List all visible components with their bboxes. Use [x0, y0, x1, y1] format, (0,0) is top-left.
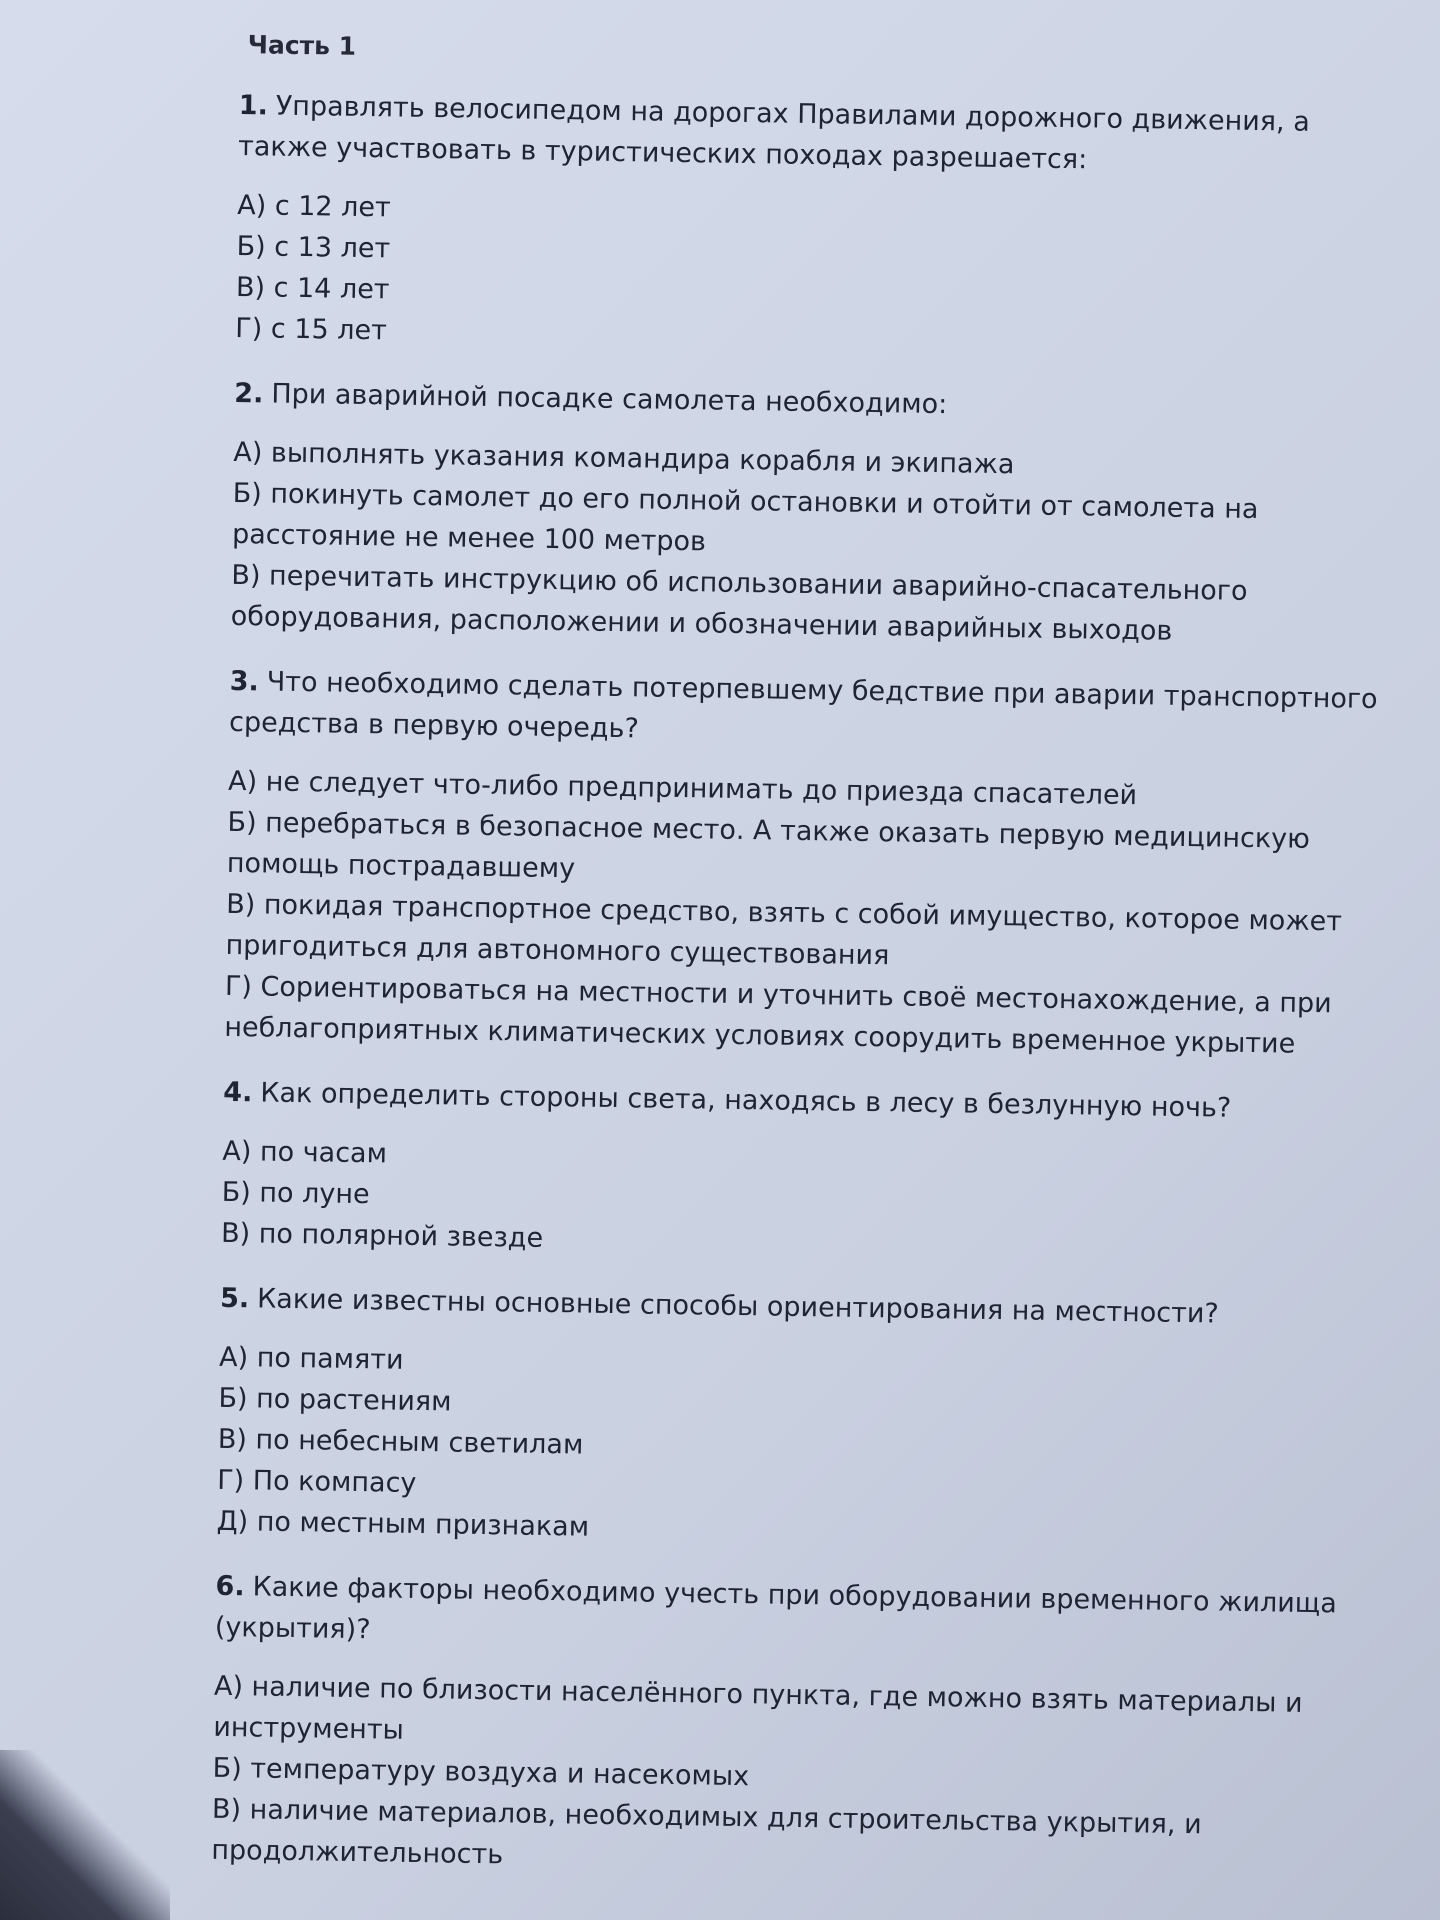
question-body: Управлять велосипедом на дорогах Правилами дорожного движения, а также участвовать в туристических походах разрешается:	[237, 90, 1311, 176]
question-5	[216, 1278, 1380, 1560]
question-body: При аварийной посадке самолета необходимо:	[271, 378, 948, 421]
question-number: 4.	[223, 1076, 253, 1109]
question-text	[220, 1278, 1381, 1337]
question-number: 2.	[234, 377, 264, 410]
question-number: 3.	[229, 665, 260, 698]
document-body	[211, 30, 1400, 1913]
question-4	[221, 1072, 1384, 1272]
answer-option: В) покидая транспортное средство, взять с собой имущество, которое может пригодиться для автономного существования	[225, 888, 1343, 972]
question-text	[238, 85, 1399, 185]
answer-option: Б) по луне	[221, 1176, 370, 1211]
question-2	[230, 373, 1394, 655]
answer-options	[235, 185, 1397, 367]
question-body: Какие факторы необходимо учесть при оборудовании временного жилища (укрытия)?	[214, 1571, 1338, 1646]
question-1	[235, 85, 1399, 367]
answer-options	[224, 761, 1388, 1066]
question-text	[215, 1566, 1376, 1666]
answer-options	[216, 1337, 1379, 1560]
answer-option: Б) перебраться в безопасное место. А также оказать первую медицинскую помощь пострадавшему	[226, 806, 1311, 885]
answer-option: В) по полярной звезде	[220, 1217, 544, 1254]
question-number: 1.	[238, 89, 269, 122]
answer-options	[211, 1666, 1374, 1889]
answer-option: В) перечитать инструкцию об использовании аварийно-спасательного оборудования, расположении и обозначении аварийных выходов	[230, 559, 1248, 647]
answer-option: А) наличие по близости населённого пункта, где можно взять материалы и инструменты	[213, 1670, 1303, 1746]
section-title: Часть 1	[247, 30, 357, 61]
answer-option: А) по памяти	[218, 1341, 404, 1376]
corner-shadow	[0, 1750, 170, 1920]
question-body: Как определить стороны света, находясь в лесу в безлунную ночь?	[260, 1077, 1232, 1124]
question-number: 6.	[215, 1570, 245, 1603]
answer-option: В) с 14 лет	[235, 271, 390, 306]
question-text	[229, 661, 1390, 761]
answer-option: Г) с 15 лет	[235, 312, 388, 347]
answer-option: Д) по местным признакам	[216, 1505, 590, 1543]
question-number: 5.	[219, 1282, 250, 1315]
answer-option: Б) с 13 лет	[236, 230, 391, 265]
question-text	[234, 373, 1395, 432]
answer-option: Б) по растениям	[218, 1382, 452, 1418]
question-body: Какие известны основные способы ориентирования на местности?	[256, 1283, 1219, 1330]
answer-option: А) выполнять указания командира корабля и экипажа	[233, 436, 1015, 481]
answer-option: Г) По компасу	[216, 1464, 417, 1499]
answer-option: В) наличие материалов, необходимых для строительства укрытия, и продолжительность	[211, 1793, 1202, 1871]
answer-options	[230, 432, 1393, 655]
answer-option: А) с 12 лет	[236, 189, 392, 224]
answer-option: В) по небесным светилам	[217, 1423, 584, 1461]
question-text	[223, 1072, 1384, 1131]
question-body: Что необходимо сделать потерпевшему бедствие при аварии транспортного средства в первую очередь?	[228, 666, 1378, 745]
question-3	[224, 661, 1390, 1066]
answer-option: Г) Сориентироваться на местности и уточнить своё местонахождение, а при неблагоприятных климатических условиях соорудить временное укрытие	[224, 970, 1332, 1060]
answer-options	[221, 1131, 1383, 1272]
answer-option: А) по часам	[222, 1135, 388, 1170]
question-6	[211, 1566, 1376, 1889]
answer-option: Б) температуру воздуха и насекомых	[212, 1752, 750, 1793]
answer-option: Б) покинуть самолет до его полной остановки и отойти от самолета на расстояние не менее 100 метров	[231, 477, 1259, 558]
answer-option: А) не следует что-либо предпринимать до приезда спасателей	[227, 765, 1138, 812]
